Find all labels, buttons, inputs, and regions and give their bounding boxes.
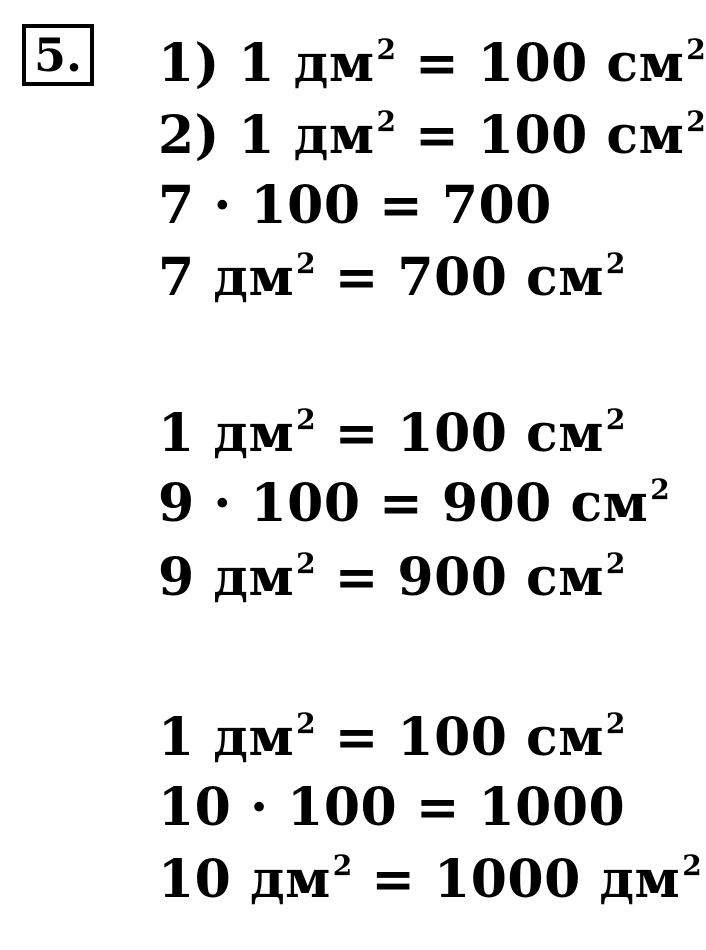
equation-text: = 100 см	[316, 707, 604, 768]
exponent: 2	[605, 707, 626, 740]
exponent: 2	[376, 105, 397, 138]
equation-text: 7 дм	[158, 247, 295, 308]
exponent: 2	[650, 473, 671, 506]
equation-text: 9 · 100 = 900 см	[158, 473, 649, 534]
equation-line-5	[158, 403, 626, 464]
task-number-box	[22, 24, 94, 86]
equation-text: = 100 см	[396, 105, 685, 166]
equation-line-7	[158, 547, 626, 608]
equation-line-1	[158, 33, 706, 94]
equation-line-9	[158, 777, 626, 838]
equation-text: 1 дм	[158, 707, 295, 768]
equation-line-6	[158, 473, 671, 534]
task-number-label: 5.	[33, 28, 83, 82]
exponent: 2	[686, 105, 706, 138]
exponent: 2	[376, 33, 397, 66]
equation-text: = 1000 дм	[352, 849, 681, 910]
equation-text: = 900 см	[316, 547, 604, 608]
exponent: 2	[605, 403, 626, 436]
equation-line-3	[158, 175, 552, 236]
exponent: 2	[682, 849, 703, 882]
equation-line-4	[158, 247, 626, 308]
equation-text: 10 · 100 = 1000	[158, 777, 626, 838]
equation-line-2	[158, 105, 706, 166]
exponent: 2	[605, 547, 626, 580]
equation-text: 2) 1 дм	[158, 105, 375, 166]
equation-text: 10 дм	[158, 849, 331, 910]
exponent: 2	[296, 247, 317, 280]
equation-text: = 100 см	[316, 403, 604, 464]
equation-text: 1 дм	[158, 403, 295, 464]
equation-line-8	[158, 707, 626, 768]
exponent: 2	[686, 33, 706, 66]
exponent: 2	[296, 707, 317, 740]
equation-text: 9 дм	[158, 547, 295, 608]
equation-text: 7 · 100 = 700	[158, 175, 552, 236]
exponent: 2	[296, 403, 317, 436]
equation-text: = 100 см	[396, 33, 685, 94]
exponent: 2	[296, 547, 317, 580]
exponent: 2	[605, 247, 626, 280]
equation-text: = 700 см	[316, 247, 604, 308]
exponent: 2	[332, 849, 353, 882]
equation-line-10	[158, 849, 703, 910]
equation-text: 1) 1 дм	[158, 33, 375, 94]
